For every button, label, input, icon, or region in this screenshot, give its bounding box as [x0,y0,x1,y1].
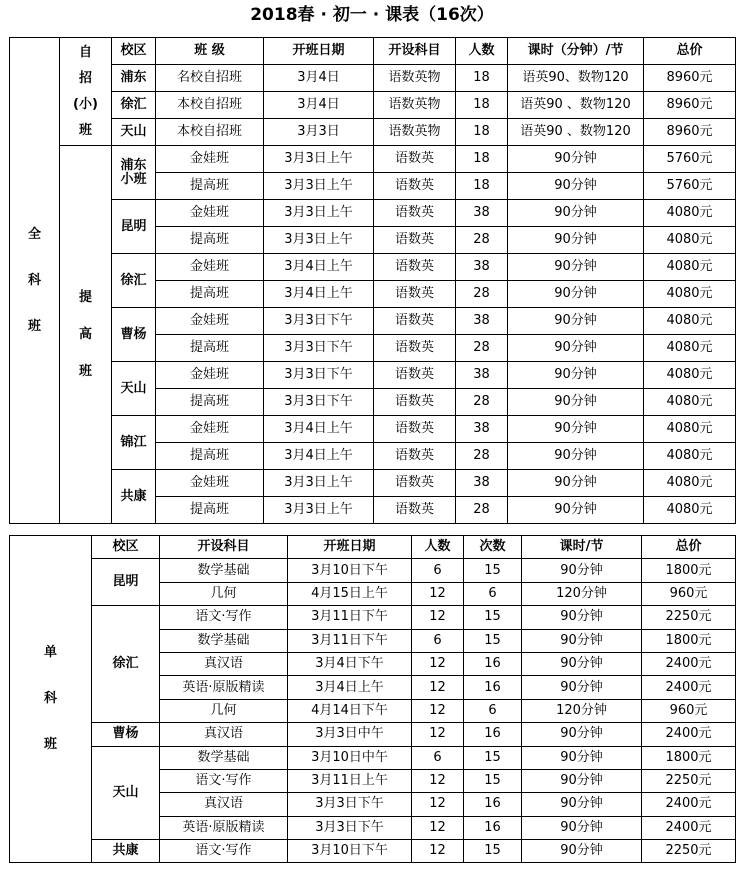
subjects-cell: 语数英 [374,227,456,254]
subject-cell: 英语·原版精读 [160,816,288,839]
hours-cell: 语英90 、数物120 [508,119,644,146]
count-cell: 38 [456,362,508,389]
price-cell: 960元 [642,582,736,605]
price-cell: 5760元 [644,173,736,200]
hours-cell: 90分钟 [508,200,644,227]
subject-cell: 真汉语 [160,723,288,746]
hours-cell: 90分钟 [522,840,642,863]
class-cell: 提高班 [156,173,264,200]
date-cell: 4月15日上午 [288,582,412,605]
price-cell: 2250元 [642,769,736,792]
count-cell: 28 [456,335,508,362]
subjects-cell: 语数英物 [374,119,456,146]
date-cell: 3月11日上午 [288,769,412,792]
column-header: 校区 [112,38,156,65]
hours-cell: 90分钟 [522,793,642,816]
hours-cell: 90分钟 [508,281,644,308]
price-cell: 8960元 [644,65,736,92]
hours-cell: 120分钟 [522,699,642,722]
class-cell: 金娃班 [156,362,264,389]
times-cell: 16 [464,652,522,675]
campus-cell: 天山 [112,119,156,146]
full-subject-table [9,37,736,524]
times-cell: 15 [464,746,522,769]
subjects-cell: 语数英 [374,497,456,524]
table-row [10,308,736,335]
subjects-cell: 语数英 [374,146,456,173]
column-header: 班 级 [156,38,264,65]
class-cell: 提高班 [156,281,264,308]
times-cell: 15 [464,559,522,582]
date-cell: 3月3日上午 [264,173,374,200]
subjects-cell: 语数英 [374,362,456,389]
column-header: 开班日期 [264,38,374,65]
class-cell: 提高班 [156,443,264,470]
date-cell: 3月10日下午 [288,559,412,582]
date-cell: 4月14日下午 [288,699,412,722]
column-header: 校区 [92,536,160,559]
class-cell: 金娃班 [156,254,264,281]
count-cell: 6 [412,746,464,769]
subjects-cell: 语数英 [374,335,456,362]
count-cell: 12 [412,582,464,605]
times-cell: 6 [464,699,522,722]
subject-cell: 几何 [160,699,288,722]
hours-cell: 90分钟 [508,362,644,389]
subject-cell: 真汉语 [160,652,288,675]
column-header: 总价 [644,38,736,65]
date-cell: 3月3日中午 [288,723,412,746]
price-cell: 4080元 [644,200,736,227]
campus-cell: 天山 [112,362,156,416]
hours-cell: 90分钟 [508,470,644,497]
count-cell: 12 [412,676,464,699]
price-cell: 4080元 [644,335,736,362]
count-cell: 6 [412,629,464,652]
table-row [10,470,736,497]
hours-cell: 90分钟 [522,769,642,792]
count-cell: 38 [456,308,508,335]
count-cell: 12 [412,840,464,863]
campus-cell: 徐汇 [112,92,156,119]
hours-cell: 90分钟 [522,676,642,699]
column-header: 课时/节 [522,536,642,559]
date-cell: 3月3日上午 [264,200,374,227]
subjects-cell: 语数英 [374,200,456,227]
column-header: 开班日期 [288,536,412,559]
class-cell: 金娃班 [156,146,264,173]
class-cell: 金娃班 [156,470,264,497]
hours-cell: 90分钟 [508,173,644,200]
table-row [10,65,736,92]
date-cell: 3月3日下午 [264,389,374,416]
price-cell: 2400元 [642,723,736,746]
subjects-cell: 语数英 [374,308,456,335]
price-cell: 2400元 [642,816,736,839]
times-cell: 16 [464,816,522,839]
self-recruit-group-label: 自 招 (小) 班 [60,38,112,146]
date-cell: 3月10日中午 [288,746,412,769]
count-cell: 38 [456,254,508,281]
count-cell: 18 [456,119,508,146]
table-row [10,200,736,227]
table-row [10,146,736,173]
date-cell: 3月3日下午 [264,362,374,389]
price-cell: 1800元 [642,629,736,652]
count-cell: 38 [456,416,508,443]
date-cell: 3月4日上午 [264,416,374,443]
price-cell: 4080元 [644,497,736,524]
count-cell: 6 [412,559,464,582]
price-cell: 5760元 [644,146,736,173]
class-cell: 名校自招班 [156,65,264,92]
table-row [10,362,736,389]
class-cell: 金娃班 [156,200,264,227]
price-cell: 4080元 [644,389,736,416]
hours-cell: 90分钟 [508,227,644,254]
price-cell: 2250元 [642,606,736,629]
campus-cell: 浦东 小班 [112,146,156,200]
price-cell: 2250元 [642,840,736,863]
column-header: 人数 [412,536,464,559]
subjects-cell: 语数英物 [374,65,456,92]
count-cell: 12 [412,606,464,629]
hours-cell: 90分钟 [522,606,642,629]
campus-cell: 共康 [92,840,160,863]
count-cell: 12 [412,793,464,816]
table-row [10,416,736,443]
table-row [10,746,736,769]
date-cell: 3月4日下午 [288,652,412,675]
subjects-cell: 语数英 [374,281,456,308]
campus-cell: 昆明 [112,200,156,254]
hours-cell: 90分钟 [508,497,644,524]
hours-cell: 90分钟 [508,254,644,281]
price-cell: 8960元 [644,92,736,119]
table-row [10,119,736,146]
hours-cell: 90分钟 [508,335,644,362]
subjects-cell: 语数英 [374,389,456,416]
hours-cell: 90分钟 [508,416,644,443]
date-cell: 3月3日下午 [264,335,374,362]
campus-cell: 锦江 [112,416,156,470]
date-cell: 3月4日上午 [264,443,374,470]
table-row [10,254,736,281]
count-cell: 12 [412,723,464,746]
campus-cell: 曹杨 [112,308,156,362]
date-cell: 3月11日下午 [288,629,412,652]
advanced-group-label: 提 高 班 [60,146,112,524]
times-cell: 16 [464,723,522,746]
hours-cell: 90分钟 [522,629,642,652]
campus-cell: 共康 [112,470,156,524]
campus-cell: 昆明 [92,559,160,606]
date-cell: 3月3日上午 [264,227,374,254]
table-row [10,723,736,746]
class-cell: 本校自招班 [156,92,264,119]
subjects-cell: 语数英 [374,173,456,200]
hours-cell: 语英90、数物120 [508,65,644,92]
times-cell: 15 [464,629,522,652]
hours-cell: 90分钟 [508,443,644,470]
table-row [10,559,736,582]
column-header: 人数 [456,38,508,65]
hours-cell: 120分钟 [522,582,642,605]
price-cell: 2400元 [642,793,736,816]
hours-cell: 90分钟 [522,559,642,582]
date-cell: 3月3日 [264,119,374,146]
count-cell: 28 [456,443,508,470]
class-cell: 金娃班 [156,308,264,335]
price-cell: 4080元 [644,254,736,281]
class-cell: 提高班 [156,335,264,362]
count-cell: 18 [456,146,508,173]
date-cell: 3月10日下午 [288,840,412,863]
count-cell: 18 [456,173,508,200]
column-header: 次数 [464,536,522,559]
subject-cell: 语文·写作 [160,769,288,792]
class-cell: 本校自招班 [156,119,264,146]
count-cell: 12 [412,816,464,839]
count-cell: 28 [456,389,508,416]
price-cell: 8960元 [644,119,736,146]
price-cell: 960元 [642,699,736,722]
hours-cell: 90分钟 [522,723,642,746]
count-cell: 28 [456,281,508,308]
hours-cell: 90分钟 [522,652,642,675]
subjects-cell: 语数英物 [374,92,456,119]
subject-cell: 数学基础 [160,746,288,769]
subject-cell: 真汉语 [160,793,288,816]
subject-cell: 英语·原版精读 [160,676,288,699]
price-cell: 4080元 [644,416,736,443]
count-cell: 28 [456,227,508,254]
date-cell: 3月3日下午 [264,308,374,335]
subjects-cell: 语数英 [374,254,456,281]
date-cell: 3月3日下午 [288,793,412,816]
table-row [10,606,736,629]
times-cell: 15 [464,769,522,792]
class-cell: 提高班 [156,497,264,524]
column-header: 总价 [642,536,736,559]
hours-cell: 语英90 、数物120 [508,92,644,119]
subjects-cell: 语数英 [374,470,456,497]
count-cell: 12 [412,699,464,722]
price-cell: 2400元 [642,676,736,699]
class-cell: 提高班 [156,389,264,416]
hours-cell: 90分钟 [522,746,642,769]
campus-cell: 浦东 [112,65,156,92]
date-cell: 3月3日上午 [264,470,374,497]
price-cell: 4080元 [644,308,736,335]
table-row [10,840,736,863]
times-cell: 16 [464,793,522,816]
subject-cell: 语文·写作 [160,840,288,863]
column-header: 课时（分钟）/节 [508,38,644,65]
campus-cell: 徐汇 [92,606,160,723]
count-cell: 18 [456,92,508,119]
price-cell: 4080元 [644,443,736,470]
table-row [10,536,736,559]
times-cell: 16 [464,676,522,699]
date-cell: 3月4日 [264,65,374,92]
date-cell: 3月4日上午 [264,254,374,281]
date-cell: 3月3日上午 [264,497,374,524]
subject-cell: 几何 [160,582,288,605]
price-cell: 4080元 [644,281,736,308]
subject-cell: 数学基础 [160,629,288,652]
table-row [10,38,736,65]
times-cell: 15 [464,606,522,629]
date-cell: 3月4日 [264,92,374,119]
subjects-cell: 语数英 [374,443,456,470]
date-cell: 3月11日下午 [288,606,412,629]
campus-cell: 曹杨 [92,723,160,746]
class-cell: 金娃班 [156,416,264,443]
price-cell: 2400元 [642,652,736,675]
date-cell: 3月3日下午 [288,816,412,839]
hours-cell: 90分钟 [508,389,644,416]
price-cell: 4080元 [644,470,736,497]
column-header: 开设科目 [160,536,288,559]
price-cell: 1800元 [642,559,736,582]
class-cell: 提高班 [156,227,264,254]
count-cell: 38 [456,470,508,497]
hours-cell: 90分钟 [522,816,642,839]
subjects-cell: 语数英 [374,416,456,443]
price-cell: 1800元 [642,746,736,769]
count-cell: 18 [456,65,508,92]
page-title: 2018春 · 初一 · 课表（16次） [250,5,494,25]
single-class-label: 单 科 班 [10,536,92,863]
hours-cell: 90分钟 [508,308,644,335]
count-cell: 12 [412,652,464,675]
campus-cell: 徐汇 [112,254,156,308]
date-cell: 3月3日上午 [264,146,374,173]
price-cell: 4080元 [644,227,736,254]
times-cell: 6 [464,582,522,605]
column-header: 开设科目 [374,38,456,65]
campus-cell: 天山 [92,746,160,840]
subject-cell: 数学基础 [160,559,288,582]
count-cell: 12 [412,769,464,792]
hours-cell: 90分钟 [508,146,644,173]
date-cell: 3月4日上午 [264,281,374,308]
count-cell: 38 [456,200,508,227]
table-row [10,92,736,119]
subject-cell: 语文·写作 [160,606,288,629]
price-cell: 4080元 [644,362,736,389]
full-class-label: 全 科 班 [10,38,60,524]
single-subject-table [9,535,736,863]
date-cell: 3月4日上午 [288,676,412,699]
times-cell: 15 [464,840,522,863]
count-cell: 28 [456,497,508,524]
